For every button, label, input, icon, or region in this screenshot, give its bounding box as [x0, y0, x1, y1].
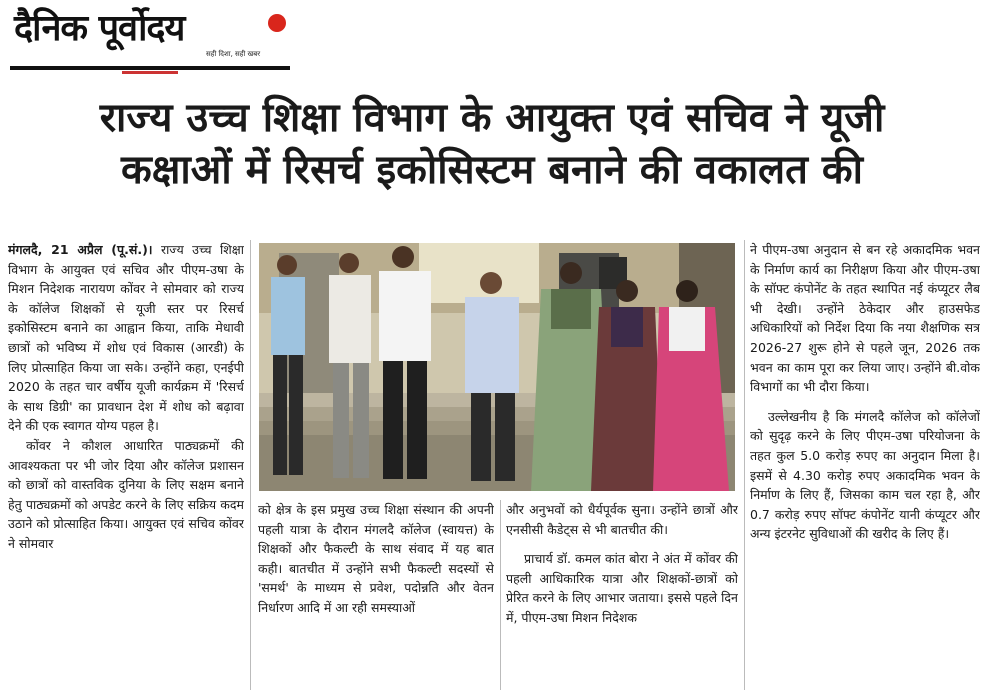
article-column-4 — [750, 240, 980, 690]
col2-paragraph-1: को क्षेत्र के इस प्रमुख उच्च शिक्षा संस्थान की अपनी पहली यात्रा के दौरान मंगलदै कॉलेज (स्वायत्त) के शिक्षकों और फैकल्टी के साथ संवाद में यह बात कही। बातचीत में उन्होंने सभी फैकल्टी सदस्यों से 'समर्थ' के माध्यम से प्रवेश, पदोन्नति और वेतन निर्धारण आदि में आ रही समस्याओं — [258, 502, 494, 615]
column-divider — [744, 240, 745, 690]
dateline: मंगलदै, 21 अप्रैल (पू.सं.)। — [8, 242, 153, 257]
article-column-2 — [258, 500, 494, 690]
masthead-subline — [122, 71, 178, 74]
news-photo — [259, 243, 735, 491]
headline-line-2: कक्षाओं में रिसर्च इकोसिस्टम बनाने की वकालत की — [121, 147, 863, 193]
headline-line-1: राज्य उच्च शिक्षा विभाग के आयुक्त एवं सचिव ने यूजी — [99, 95, 885, 141]
article-column-3 — [506, 500, 738, 690]
column-divider — [250, 240, 251, 690]
masthead — [10, 4, 290, 72]
group-photo-illustration — [259, 243, 735, 491]
masthead-rule — [10, 66, 290, 70]
newspaper-tagline: सही दिशा, सही खबर — [206, 50, 261, 58]
col4-paragraph-2: उल्लेखनीय है कि मंगलदै कॉलेज को कॉलेजों को सुदृढ़ करने के लिए पीएम-उषा परियोजना के तहत कुल 5.0 करोड़ रुपए का अनुदान मिला है। इसमें से 4.30 करोड़ रुपए अकादमिक भवन के निर्माण के लिए हैं, जिसका काम चल रहा है, और 0.7 करोड़ रुपए सॉफ्ट कंपोनेंट यानी कंप्यूटर और अन्य इंटरनेट सुविधाओं की खरीद के लिए हैं। — [750, 408, 980, 542]
newspaper-name: दैनिक पूर्वोदय — [14, 7, 185, 49]
col1-paragraph-2: कोंवर ने कौशल आधारित पाठ्यक्रमों की आवश्यकता पर भी जोर दिया और कॉलेज प्रशासन को छात्रों को वास्तविक दुनिया के लिए सक्षम बनाने हेतु पाठ्यक्रमों को अपडेट करने के लिए सक्रिय कदम उठाने को प्रोत्साहित किया। आयुक्त एवं सचिव कोंवर ने सोमवार — [8, 437, 244, 551]
article-column-1 — [8, 240, 244, 690]
article-headline — [30, 92, 954, 196]
col3-paragraph-1: और अनुभवों को धैर्यपूर्वक सुना। उन्होंने छात्रों और एनसीसी कैडेट्स से भी बातचीत की। — [506, 502, 738, 537]
logo-dot-icon — [268, 14, 286, 32]
col4-paragraph-1: ने पीएम-उषा अनुदान से बन रहे अकादमिक भवन के निर्माण कार्य का निरीक्षण किया और पीएम-उषा के सॉफ्ट कंपोनेंट के तहत स्थापित नई कंप्यूटर लैब भी देखी। उन्होंने ठेकेदार और हाउसफेड अधिकारियों को निर्देश दिया कि नया शैक्षणिक सत्र 2026-27 शुरू होने से पहले जून, 2026 तक भवन का काम पूरा कर लिया जाए। उन्होंने बी.वोक विभागों का भी दौरा किया। — [750, 242, 980, 395]
col3-paragraph-2: प्राचार्य डॉ. कमल कांत बोरा ने अंत में कोंवर की पहली आधिकारिक यात्रा और शिक्षकों-छात्रों को प्रेरित करने के लिए आभार जताया। इससे पहले दिन में, पीएम-उषा मिशन निदेशक — [506, 551, 738, 625]
col1-paragraph-1: राज्य उच्च शिक्षा विभाग के आयुक्त एवं सचिव और पीएम-उषा के मिशन निदेशक नारायण कोंवर ने सोमवार को राज्य के कॉलेज शिक्षकों से यूजी स्तर पर रिसर्च इकोसिस्टम बनाने का आह्वान किया, ताकि मेधावी छात्रों को भविष्य में शोध एवं विकास (आरडी) के लिए प्रोत्साहित किया जा सके। उन्होंने कहा, एनईपी 2020 के तहत चार वर्षीय यूजी कार्यक्रम में 'रिसर्च के साथ डिग्री' का प्रावधान देश में शोध को बढ़ावा देने की एक स्वागत योग्य पहल है। — [8, 242, 244, 434]
column-divider — [500, 500, 501, 690]
